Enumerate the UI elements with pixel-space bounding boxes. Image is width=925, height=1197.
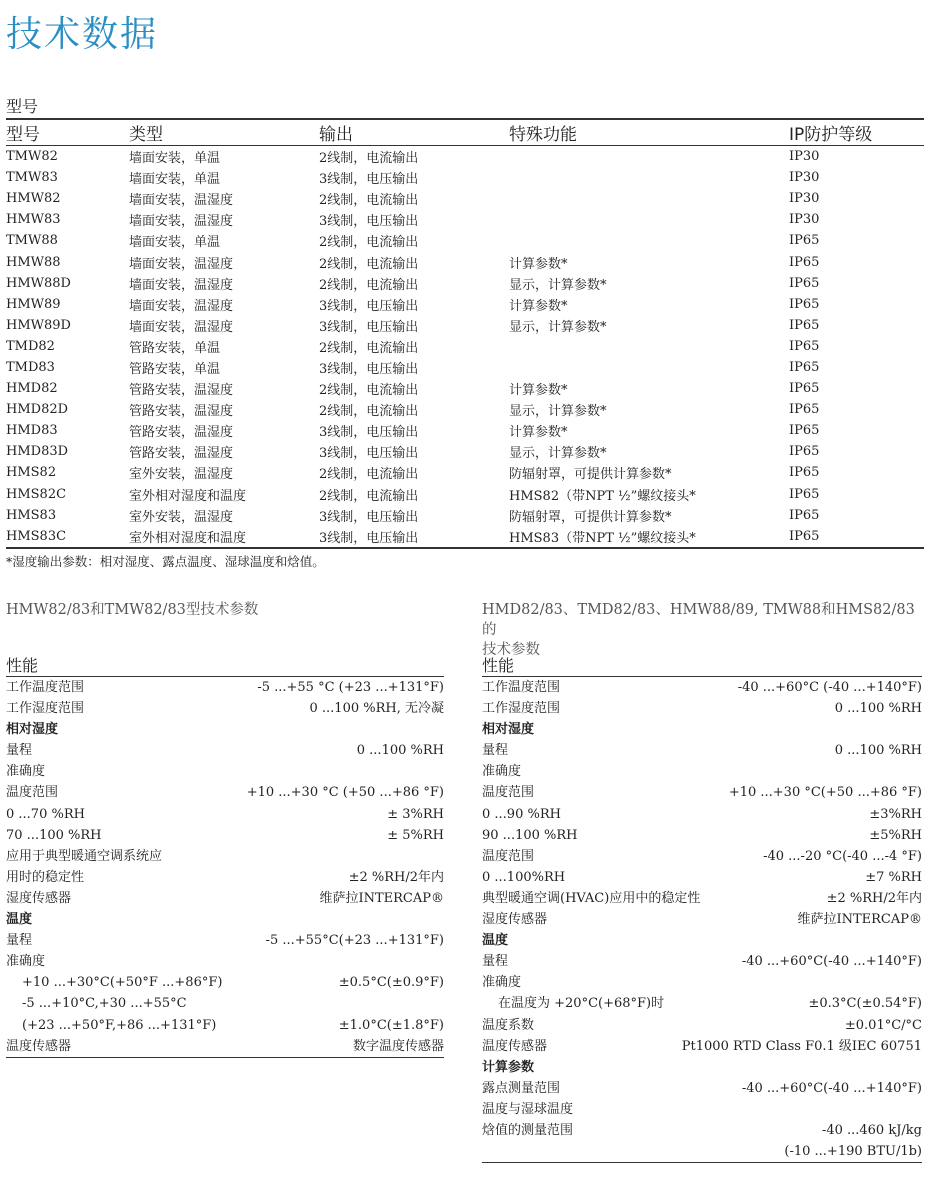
cell-output: 3线制，电压输出 (319, 526, 509, 548)
cell-output: 2线制，电流输出 (319, 256, 419, 272)
cell-special: 显示，计算参数* (509, 277, 607, 293)
spec-label: 量程 (6, 933, 33, 949)
cell-special: 计算参数* (509, 256, 568, 272)
spec-row (482, 1036, 922, 1057)
cell-type: 管路安装，温湿度 (129, 425, 234, 441)
spec-value: ± 3%RH (387, 806, 444, 822)
cell-type: 墙面安装，单温 (129, 151, 221, 167)
table-row (6, 526, 924, 548)
cell-type: 室外相对湿度和温度 (129, 526, 319, 548)
cell-ip: IP30 (789, 212, 820, 228)
cell-type: 墙面安装，温湿度 (129, 298, 234, 314)
spec-row (482, 782, 922, 803)
spec-value: Pt1000 RTD Class F0.1 级IEC 60751 (681, 1038, 922, 1054)
spec-row (482, 972, 922, 993)
cell-ip: IP65 (789, 465, 820, 481)
spec-value: ±2 %RH/2年内 (826, 890, 922, 906)
cell-special: 显示，计算参数* (509, 446, 607, 462)
cell-special (509, 167, 789, 188)
spec-label: 量程 (482, 743, 509, 759)
spec-row (482, 951, 922, 972)
cell-model: HMW89D (6, 317, 71, 333)
cell-model: HMW82 (6, 191, 61, 207)
spec-value: -5 ...+55 °C (+23 ...+131°F) (257, 680, 444, 695)
spec-value: 0 ...100 %RH (834, 743, 922, 759)
table-row (6, 167, 924, 188)
spec-label: 相对湿度 (482, 722, 535, 738)
spec-row (482, 1099, 922, 1120)
spec-row (482, 846, 922, 867)
spec-label: 70 ...100 %RH (6, 827, 102, 843)
spec-label: +10 ...+30°C(+50°F ...+86°F) (22, 975, 223, 991)
spec-row (482, 1120, 922, 1141)
cell-ip: IP65 (789, 507, 820, 523)
cell-ip: IP65 (789, 381, 820, 397)
spec-label: 量程 (482, 954, 509, 970)
spec-label: 露点测量范围 (482, 1080, 561, 1096)
spec-label: -5 ...+10°C,+30 ...+55°C (22, 996, 187, 1012)
spec-row (482, 719, 922, 740)
cell-type: 墙面安装，温湿度 (129, 214, 234, 230)
spec-label: 温度传感器 (482, 1038, 548, 1054)
models-section-label: 型号 (6, 97, 39, 116)
spec-left (6, 600, 444, 1058)
table-row (6, 230, 924, 251)
cell-special: 显示，计算参数* (509, 319, 607, 335)
spec-right-divider (482, 1162, 922, 1163)
cell-type: 室外安装，温湿度 (129, 467, 234, 483)
spec-value: +10 ...+30 °C(+50 ...+86 °F) (728, 785, 922, 801)
cell-model: HMS82 (6, 465, 57, 481)
spec-row (482, 1078, 922, 1099)
spec-row (6, 951, 444, 972)
cell-output: 3线制，电压输出 (319, 214, 419, 230)
spec-row (6, 719, 444, 740)
cell-model: HMW88D (6, 275, 71, 291)
spec-label: 应用于典型暖通空调系统应 (6, 848, 163, 864)
spec-label: 准确度 (482, 764, 522, 780)
cell-output: 3线制，电压输出 (319, 172, 419, 188)
cell-ip: IP65 (789, 402, 820, 418)
spec-value: -40 ...+60°C(-40 ...+140°F) (741, 954, 922, 970)
models-table (6, 118, 924, 549)
spec-left-divider (6, 1057, 444, 1058)
spec-value: ±0.01°C/°C (844, 1017, 922, 1033)
header-output: 输出 (319, 119, 509, 146)
cell-ip: IP65 (789, 359, 820, 375)
spec-value: ±7 %RH (865, 869, 922, 885)
spec-label: 工作湿度范围 (6, 701, 85, 717)
cell-output: 3线制，电压输出 (319, 298, 419, 314)
spec-label: 量程 (6, 743, 33, 759)
cell-ip: IP65 (789, 444, 820, 460)
cell-special: 显示，计算参数* (509, 404, 607, 420)
header-model: 型号 (6, 119, 129, 146)
spec-label: 温度范围 (6, 785, 59, 801)
spec-value: -5 ...+55°C(+23 ...+131°F) (265, 933, 444, 949)
spec-right-title-line1: HMD82/83、TMD82/83、HMW88/89, TMW88和HMS82/83的 (482, 602, 915, 638)
spec-row (6, 888, 444, 909)
cell-type: 室外相对湿度和温度 (129, 488, 247, 504)
table-row (6, 209, 924, 230)
table-row (6, 188, 924, 209)
cell-ip: IP65 (789, 338, 820, 354)
cell-model: HMW88 (6, 254, 61, 270)
spec-label: 0 ...90 %RH (482, 806, 561, 822)
table-row (6, 505, 924, 526)
cell-output: 3线制，电压输出 (319, 319, 419, 335)
cell-model: TMD82 (6, 338, 55, 354)
spec-row (482, 930, 922, 951)
spec-left-performance-heading: 性能 (6, 656, 444, 677)
spec-row (6, 1036, 444, 1057)
spec-label: 90 ...100 %RH (482, 827, 578, 843)
spec-row (6, 825, 444, 846)
spec-label: 工作湿度范围 (482, 701, 561, 717)
cell-output: 2线制，电流输出 (319, 235, 419, 251)
spec-row (482, 740, 922, 761)
cell-model: HMS83C (6, 526, 129, 548)
spec-value: ±2 %RH/2年内 (348, 869, 444, 885)
spec-row (6, 993, 444, 1014)
cell-model: TMW83 (6, 170, 58, 186)
cell-special: 计算参数* (509, 383, 568, 399)
cell-type: 室外安装，温湿度 (129, 509, 234, 525)
cell-special: HMS82（带NPT ½”螺纹接头* (509, 488, 696, 504)
spec-row (482, 867, 922, 888)
cell-output: 2线制，电流输出 (319, 404, 419, 420)
spec-row (482, 761, 922, 782)
spec-row (482, 698, 922, 719)
spec-label: 湿度传感器 (482, 912, 548, 928)
cell-output: 2线制，电流输出 (319, 151, 419, 167)
cell-model: HMD82 (6, 381, 58, 397)
cell-ip: IP65 (789, 233, 820, 249)
cell-special: 防辐射罩，可提供计算参数* (509, 509, 672, 525)
table-row (6, 399, 924, 420)
spec-value: 数字温度传感器 (352, 1038, 444, 1054)
spec-row (6, 698, 444, 719)
table-row (6, 420, 924, 441)
spec-row (6, 761, 444, 782)
cell-special: 计算参数* (509, 298, 568, 314)
models-section (6, 96, 924, 570)
cell-special (509, 230, 789, 251)
cell-type: 管路安装，温湿度 (129, 446, 234, 462)
cell-model: HMS82C (6, 486, 67, 502)
spec-row (482, 993, 922, 1014)
spec-value: 维萨拉INTERCAP® (797, 912, 922, 928)
spec-left-rows (6, 677, 444, 1057)
spec-right-rows (482, 677, 922, 1162)
cell-output: 2线制，电流输出 (319, 193, 419, 209)
spec-label: 温度 (482, 933, 509, 949)
cell-special (509, 209, 789, 230)
spec-value: 0 ...100 %RH (356, 743, 444, 759)
cell-type: 管路安装，温湿度 (129, 383, 234, 399)
header-special: 特殊功能 (509, 119, 789, 146)
spec-label: 温度范围 (482, 848, 535, 864)
spec-right-title-line2: 技术参数 (482, 642, 540, 658)
spec-label: 准确度 (6, 764, 46, 780)
cell-type: 墙面安装，单温 (129, 235, 221, 251)
spec-row (6, 909, 444, 930)
cell-ip: IP65 (789, 526, 924, 548)
cell-model: HMS83 (6, 507, 57, 523)
spec-label: (+23 ...+50°F,+86 ...+131°F) (22, 1017, 217, 1033)
spec-label: 温度范围 (482, 785, 535, 801)
table-row (6, 357, 924, 378)
models-footnote: *湿度输出参数：相对湿度、露点温度、湿球温度和焓值。 (6, 553, 325, 569)
spec-row (6, 972, 444, 993)
spec-value: -40 ...460 kJ/kg (821, 1122, 922, 1138)
cell-output: 2线制，电流输出 (319, 383, 419, 399)
cell-model: HMD82D (6, 402, 69, 418)
cell-special: 计算参数* (509, 425, 568, 441)
spec-row (482, 1057, 922, 1078)
cell-model: TMD83 (6, 359, 55, 375)
spec-row (6, 867, 444, 888)
header-type: 类型 (129, 119, 319, 146)
spec-label: 用时的稳定性 (6, 869, 85, 885)
spec-value: (-10 ...+190 BTU/1b) (784, 1144, 922, 1160)
spec-label: 温度系数 (482, 1017, 535, 1033)
spec-label: 焓值的测量范围 (482, 1122, 574, 1138)
spec-row (6, 740, 444, 761)
spec-row (6, 782, 444, 803)
table-row (6, 378, 924, 399)
spec-label: 工作温度范围 (6, 680, 85, 695)
cell-type: 墙面安装，温湿度 (129, 277, 234, 293)
spec-row (6, 930, 444, 951)
spec-row (6, 677, 444, 698)
spec-value: 0 ...100 %RH, 无冷凝 (309, 701, 444, 717)
cell-ip: IP65 (789, 275, 820, 291)
cell-output: 3线制，电压输出 (319, 425, 419, 441)
spec-right-performance-heading: 性能 (482, 656, 922, 677)
spec-right-title (482, 600, 922, 658)
spec-label: 0 ...70 %RH (6, 806, 85, 822)
spec-value: ±1.0°C(±1.8°F) (338, 1017, 444, 1033)
table-row (6, 273, 924, 294)
spec-row (6, 1015, 444, 1036)
spec-value: ±5%RH (869, 827, 922, 843)
spec-row (482, 909, 922, 930)
spec-label: 温度与湿球温度 (482, 1101, 574, 1117)
cell-ip: IP65 (789, 317, 820, 333)
spec-label: 计算参数 (482, 1059, 535, 1075)
header-ip: IP防护等级 (789, 119, 924, 146)
page-title: 技术数据 (6, 14, 159, 55)
table-row (6, 336, 924, 357)
cell-ip: IP65 (789, 486, 820, 502)
spec-row (482, 888, 922, 909)
table-row (6, 251, 924, 272)
cell-type: 管路安装，温湿度 (129, 404, 234, 420)
cell-type: 管路安装，单温 (129, 361, 221, 377)
cell-output: 2线制，电流输出 (319, 340, 419, 356)
cell-output: 3线制，电压输出 (319, 509, 419, 525)
spec-right (482, 600, 922, 1163)
table-header-row (6, 119, 924, 146)
spec-value: ±0.5°C(±0.9°F) (338, 975, 444, 991)
cell-model: TMW88 (6, 233, 58, 249)
spec-label: 准确度 (6, 954, 46, 970)
cell-type: 墙面安装，单温 (129, 172, 221, 188)
spec-row (482, 677, 922, 698)
cell-model: HMD83D (6, 444, 69, 460)
spec-value: -40 ...+60°C (-40 ...+140°F) (737, 680, 922, 695)
cell-special: 防辐射罩，可提供计算参数* (509, 467, 672, 483)
cell-type: 墙面安装，温湿度 (129, 256, 234, 272)
table-row (6, 484, 924, 505)
spec-row (482, 825, 922, 846)
table-row (6, 462, 924, 483)
table-row (6, 315, 924, 336)
spec-value: ±0.3°C(±0.54°F) (808, 996, 922, 1012)
cell-ip: IP30 (789, 170, 820, 186)
cell-model: HMW89 (6, 296, 61, 312)
cell-special: HMS83（带NPT ½”螺纹接头* (509, 526, 789, 548)
spec-label: 温度 (6, 912, 33, 928)
spec-row (6, 846, 444, 867)
cell-special (509, 146, 789, 168)
cell-type: 管路安装，单温 (129, 340, 221, 356)
spec-row (482, 1015, 922, 1036)
table-row (6, 146, 924, 168)
cell-special (509, 336, 789, 357)
cell-ip: IP65 (789, 254, 820, 270)
spec-label: 相对湿度 (6, 722, 59, 738)
spec-label: 典型暖通空调(HVAC)应用中的稳定性 (482, 890, 701, 906)
cell-model: TMW82 (6, 149, 58, 165)
spec-value: 0 ...100 %RH (834, 701, 922, 717)
cell-output: 3线制，电压输出 (319, 361, 419, 377)
spec-label: 准确度 (482, 975, 522, 991)
cell-output: 3线制，电压输出 (319, 446, 419, 462)
spec-label: 0 ...100%RH (482, 869, 566, 885)
spec-value: -40 ...-20 °C(-40 ...-4 °F) (763, 848, 922, 864)
spec-label: 湿度传感器 (6, 890, 72, 906)
cell-output: 2线制，电流输出 (319, 488, 419, 504)
table-row (6, 294, 924, 315)
spec-left-title (6, 600, 444, 646)
spec-label: 工作温度范围 (482, 680, 561, 695)
cell-ip: IP30 (789, 191, 820, 207)
spec-left-title-line1: HMW82/83和TMW82/83型技术参数 (6, 602, 259, 618)
spec-label: 温度传感器 (6, 1038, 72, 1054)
spec-row (482, 804, 922, 825)
spec-value: ±3%RH (869, 806, 922, 822)
cell-model: HMW83 (6, 212, 61, 228)
cell-output: 2线制，电流输出 (319, 467, 419, 483)
spec-value: +10 ...+30 °C (+50 ...+86 °F) (246, 785, 444, 801)
spec-value: 维萨拉INTERCAP® (319, 890, 444, 906)
spec-value: -40 ...+60°C(-40 ...+140°F) (741, 1080, 922, 1096)
cell-special (509, 357, 789, 378)
cell-model: HMD83 (6, 423, 58, 439)
spec-row (482, 1141, 922, 1162)
spec-value: ± 5%RH (387, 827, 444, 843)
cell-ip: IP65 (789, 296, 820, 312)
cell-special (509, 188, 789, 209)
cell-type: 墙面安装，温湿度 (129, 193, 234, 209)
cell-type: 墙面安装，温湿度 (129, 319, 234, 335)
cell-ip: IP30 (789, 149, 820, 165)
cell-output: 2线制，电流输出 (319, 277, 419, 293)
table-row (6, 441, 924, 462)
spec-row (6, 804, 444, 825)
cell-ip: IP65 (789, 423, 820, 439)
spec-label: 在温度为 +20°C(+68°F)时 (498, 996, 665, 1012)
